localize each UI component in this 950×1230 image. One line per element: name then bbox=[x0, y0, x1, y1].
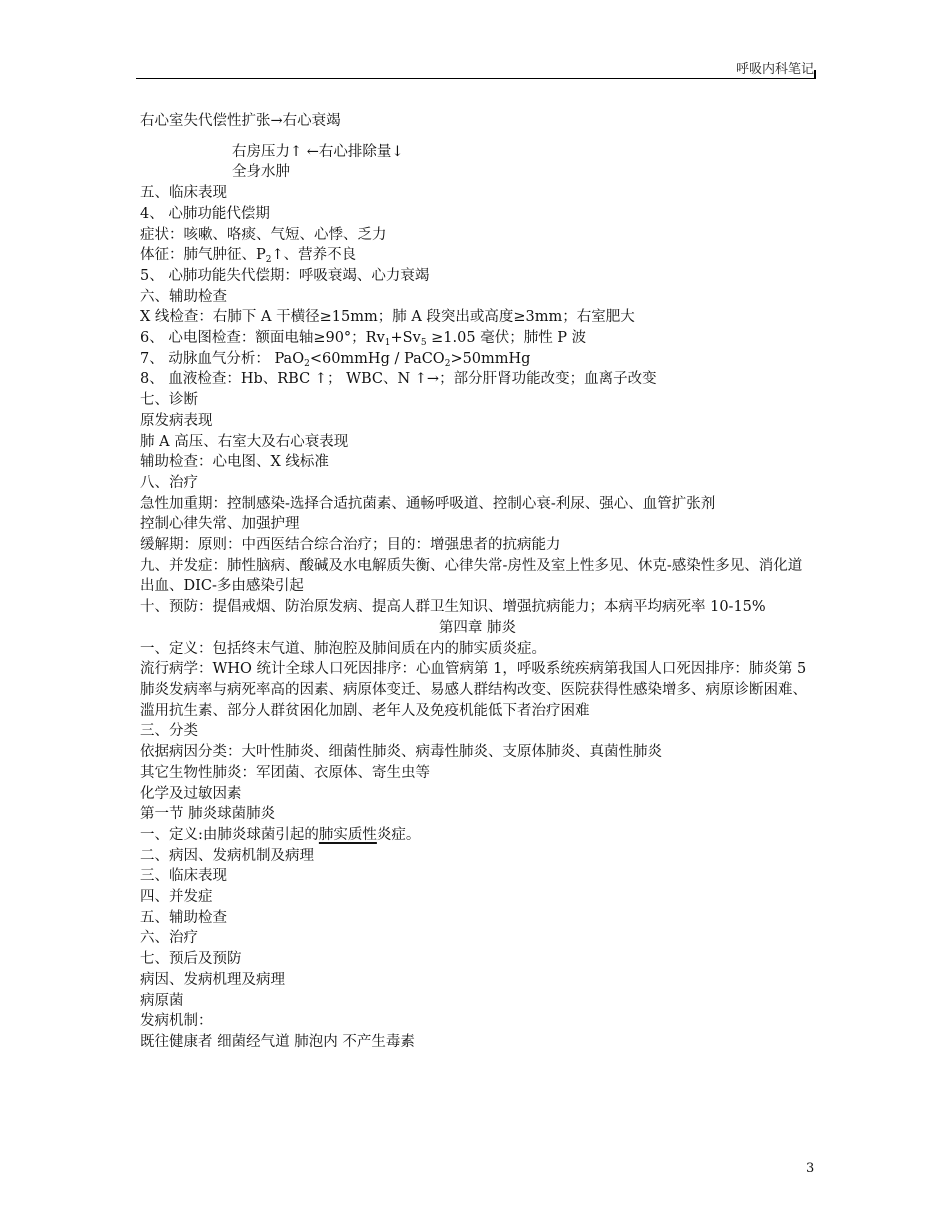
text-line: X 线检查：右肺下 A 干横径≥15mm；肺 A 段突出或高度≥3mm；右室肥大 bbox=[140, 309, 635, 326]
header-title: 呼吸内科笔记 bbox=[735, 62, 814, 77]
text-run: 一、定义:由肺炎球菌引起的 bbox=[140, 826, 319, 843]
text-run: >50mmHg bbox=[450, 350, 531, 367]
text-line: 既往健康者 细菌经气道 肺泡内 不产生毒素 bbox=[140, 1033, 415, 1050]
text-line: 依据病因分类：大叶性肺炎、细菌性肺炎、病毒性肺炎、支原体肺炎、真菌性肺炎 bbox=[140, 744, 662, 761]
text-line: 十、预防：提倡戒烟、防治原发病、提高人群卫生知识、增强抗病能力；本病平均病死率 10-15% bbox=[140, 599, 766, 616]
text-run: 6、 心电图检查：额面电轴≥90°；Rv bbox=[140, 330, 385, 347]
text-run: +Sv bbox=[390, 330, 421, 347]
section-title: 第一节 肺炎球菌肺炎 bbox=[140, 806, 276, 823]
text-line: 辅助检查：心电图、X 线标准 bbox=[140, 454, 329, 471]
text-run: <60mmHg / PaCO bbox=[309, 350, 445, 367]
text-line: 七、预后及预防 bbox=[140, 951, 242, 968]
text-line bbox=[140, 328, 815, 349]
text-line: 三、临床表现 bbox=[140, 868, 227, 885]
subscript: 2 bbox=[444, 358, 451, 369]
section-heading: 三、分类 bbox=[140, 723, 198, 740]
text-run: ↑、营养不良 bbox=[271, 247, 357, 264]
text-line: 原发病表现 bbox=[140, 412, 213, 429]
text-line: 4、 心肺功能代偿期 bbox=[140, 205, 270, 222]
text-line: 缓解期：原则：中西医结合综合治疗；目的：增强患者的抗病能力 bbox=[140, 537, 561, 554]
text-line: 五、辅助检查 bbox=[140, 909, 227, 926]
subscript: 2 bbox=[265, 255, 272, 266]
text-run: 7、 动脉血气分析： PaO bbox=[140, 350, 305, 367]
body-text bbox=[140, 111, 815, 1053]
text-line: 右心室失代偿性扩张→右心衰竭 bbox=[140, 113, 341, 129]
subscript: 1 bbox=[384, 338, 391, 349]
text-run: 炎症。 bbox=[376, 826, 421, 843]
text-paragraph: 流行病学：WHO 统计全球人口死因排序：心血管病第 1，呼吸系统疾病第我国人口死因排序：肺炎第 5 bbox=[140, 661, 807, 678]
chapter-title: 第四章 肺炎 bbox=[438, 619, 517, 636]
text-paragraph: 九、并发症：肺性脑病、酸碱及水电解质失衡、心律失常-房性及室上性多见、休克-感染性多见、消化道出血、DIC-多由感染引起 bbox=[140, 557, 803, 595]
text-line: 一、定义：包括终末气道、肺泡腔及肺间质在内的肺实质炎症。 bbox=[140, 640, 546, 657]
text-line bbox=[140, 245, 815, 266]
subscript: 2 bbox=[304, 358, 310, 369]
text-line: 其它生物性肺炎：军团菌、衣原体、寄生虫等 bbox=[140, 764, 430, 781]
text-line: 全身水肿 bbox=[232, 164, 290, 181]
text-line: 肺 A 高压、右室大及右心衰表现 bbox=[140, 433, 349, 450]
header-rule bbox=[136, 78, 815, 79]
text-line: 急性加重期：控制感染-选择合适抗菌素、通畅呼吸道、控制心衰-利尿、强心、血管扩张剂 bbox=[140, 495, 716, 512]
text-line: 发病机制： bbox=[140, 1013, 213, 1030]
subscript: 5 bbox=[420, 338, 427, 349]
page-number: 3 bbox=[806, 1161, 815, 1176]
header-rule-tick bbox=[814, 70, 816, 79]
text-line: 5、 心肺功能失代偿期：呼吸衰竭、心力衰竭 bbox=[140, 267, 430, 284]
text-line: 8、 血液检查：Hb、RBC ↑； WBC、N ↑→；部分肝肾功能改变；血离子改变 bbox=[140, 371, 657, 388]
text-line: 症状：咳嗽、咯痰、气短、心悸、乏力 bbox=[140, 226, 387, 243]
underlined-term: 肺实质性 bbox=[318, 826, 377, 843]
text-line bbox=[140, 349, 815, 370]
section-heading: 五、临床表现 bbox=[140, 185, 227, 202]
text-line: 六、治疗 bbox=[140, 930, 198, 947]
text-line: 病因、发病机理及病理 bbox=[140, 971, 285, 988]
text-line: 右房压力↑ ←右心排除量↓ bbox=[232, 143, 404, 160]
text-line: 四、并发症 bbox=[140, 889, 213, 906]
text-run: ≥1.05 毫伏；肺性 P 波 bbox=[426, 330, 587, 347]
text-line bbox=[140, 825, 815, 846]
section-heading: 七、诊断 bbox=[140, 392, 198, 409]
text-line: 化学及过敏因素 bbox=[140, 785, 242, 802]
spacer bbox=[140, 132, 815, 142]
section-heading: 八、治疗 bbox=[140, 474, 198, 491]
text-run: 体征：肺气肿征、P bbox=[140, 247, 266, 264]
text-line: 二、病因、发病机制及病理 bbox=[140, 847, 314, 864]
section-heading: 六、辅助检查 bbox=[140, 288, 227, 305]
text-line: 控制心律失常、加强护理 bbox=[140, 516, 300, 533]
text-paragraph: 肺炎发病率与病死率高的因素、病原体变迁、易感人群结构改变、医院获得性感染增多、病原诊断困难、滥用抗生素、部分人群贫困化加剧、老年人及免疫机能低下者治疗困难 bbox=[140, 681, 807, 719]
text-line: 病原菌 bbox=[140, 992, 184, 1009]
